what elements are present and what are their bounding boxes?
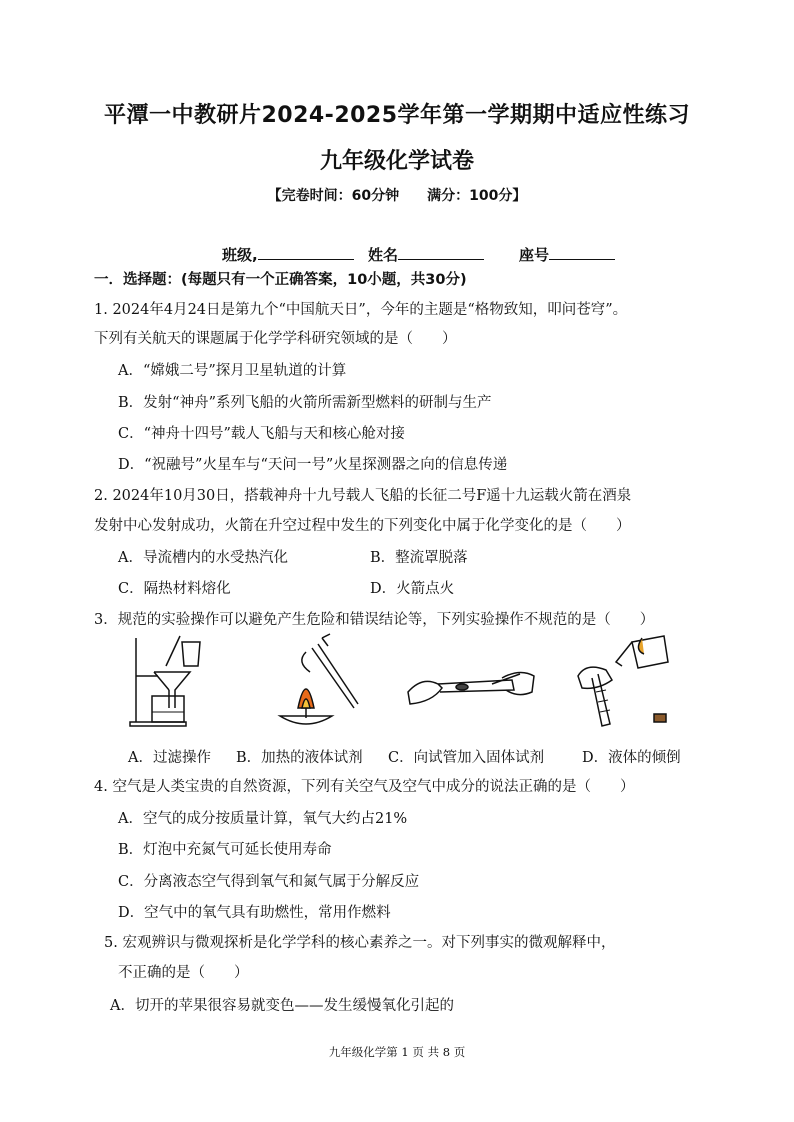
q3-option-d: D．液体的倾倒: [582, 750, 681, 766]
q3-option-a: A．过滤操作: [128, 750, 211, 766]
name-label: 姓名: [368, 246, 399, 264]
q2-option-a: A．导流槽内的水受热汽化: [118, 550, 288, 566]
q4-option-d: D．空气中的氧气具有助燃性，常用作燃料: [118, 905, 391, 921]
pour-liquid-figure: [572, 632, 672, 732]
q1-option-d: D．“祝融号”火星车与“天问一号”火星探测器之向的信息传递: [118, 457, 508, 473]
q5-option-a: A．切开的苹果很容易就变色——发生缓慢氧化引起的: [110, 998, 454, 1014]
seat-blank: [549, 245, 615, 260]
q2-option-b: B．整流罩脱落: [370, 550, 468, 566]
q2-stem-line1: 2. 2024年10月30日，搭载神舟十九号载人飞船的长征二号F遥十九运载火箭在酒泉: [94, 488, 632, 504]
seat-field: [519, 244, 615, 265]
class-label: 班级,: [222, 246, 258, 264]
exam-subtitle: 九年级化学试卷: [319, 149, 474, 174]
q1-option-c: C．“神舟十四号”载人飞船与天和核心舱对接: [118, 426, 405, 442]
q4-option-b: B．灯泡中充氮气可延长使用寿命: [118, 842, 332, 858]
q3-option-c: C．向试管加入固体试剂: [388, 750, 545, 766]
q5-stem-line1: 5. 宏观辨识与微观探析是化学学科的核心素养之一。对下列事实的微观解释中，: [104, 935, 616, 951]
q5-stem-line2: 不正确的是（ ）: [118, 965, 249, 981]
page-footer: 九年级化学第 1 页 共 8 页: [328, 1045, 466, 1059]
q4-option-c: C．分离液态空气得到氧气和氮气属于分解反应: [118, 874, 420, 890]
q2-option-c: C．隔热材料熔化: [118, 581, 231, 597]
q4-option-a: A．空气的成分按质量计算，氧气大约占21%: [118, 811, 408, 827]
seat-label: 座号: [519, 246, 550, 264]
name-blank: [398, 245, 484, 260]
class-blank: [258, 245, 354, 260]
q4-stem: 4. 空气是人类宝贵的自然资源，下列有关空气及空气中成分的说法正确的是（ ）: [94, 779, 635, 795]
q1-stem-line1: 1. 2024年4月24日是第九个“中国航天日”，今年的主题是“格物致知，叩问苍穹”。: [94, 302, 628, 318]
add-solid-figure: [402, 632, 542, 732]
q3-option-b: B．加热的液体试剂: [236, 750, 363, 766]
q2-option-d: D．火箭点火: [370, 581, 455, 597]
q1-stem-line2: 下列有关航天的课题属于化学学科研究领域的是（ ）: [94, 331, 457, 347]
exam-title: 平潭一中教研片2024-2025学年第一学期期中适应性练习: [103, 103, 691, 128]
section-heading: 一．选择题：(每题只有一个正确答案，10小题，共30分): [94, 272, 467, 288]
filtration-figure: [128, 632, 210, 732]
q1-option-b: B．发射“神舟”系列飞船的火箭所需新型燃料的研制与生产: [118, 395, 492, 411]
name-field: [368, 244, 484, 265]
q3-stem: 3．规范的实验操作可以避免产生危险和错误结论等，下列实验操作不规范的是（ ）: [94, 612, 655, 628]
q1-option-a: A．“嫦娥二号”探月卫星轨道的计算: [118, 363, 347, 379]
heating-liquid-figure: [266, 632, 366, 732]
time-score-info: 【完卷时间：60分钟 满分：100分】: [267, 188, 527, 204]
q2-stem-line2: 发射中心发射成功，火箭在升空过程中发生的下列变化中属于化学变化的是（ ）: [94, 518, 631, 534]
class-field: [222, 244, 354, 265]
